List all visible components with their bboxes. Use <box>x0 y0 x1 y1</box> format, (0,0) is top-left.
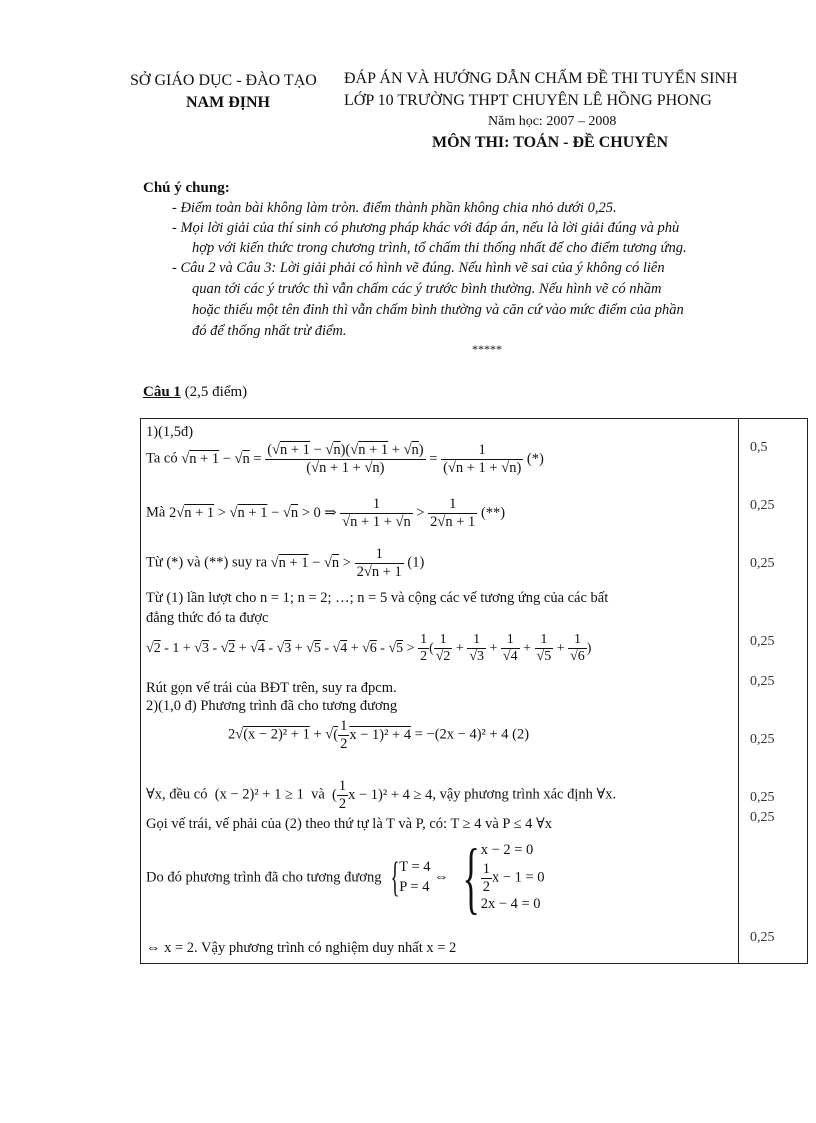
part1-header: 1)(1,5đ) <box>146 424 194 440</box>
line1-expression: √n + 1 − √n = $\frac{(√n + 1 - √n)(√n + 1 + √n)}{(√n + 1 + √n)}$ = $\frac{1}{(√n + 1 + √n)}$ (*) <box>181 442 544 476</box>
score-2: 0,25 <box>750 498 775 513</box>
line8-forall: ∀x, đều có <box>146 786 208 803</box>
line2-expression: 2√n + 1 > √n + 1 − √n > 0 ⇒ $\frac{1}{√n + 1 + √n}$ > $\frac{1}{2√n + 1}$ (**) <box>168 496 506 530</box>
doc-title-line1: ĐÁP ÁN VÀ HƯỚNG DẪN CHẤM ĐỀ THI TUYỂN SINH <box>344 70 738 87</box>
score-4: 0,25 <box>750 634 775 649</box>
question-label <box>143 384 247 401</box>
line1-prefix: Ta có <box>146 450 178 467</box>
part2-header: 2)(1,0 đ) Phương trình đã cho tương đương <box>146 698 398 714</box>
line3-prefix: Từ (*) và (**) suy ra <box>146 554 267 571</box>
solution-line-6: Rút gọn vế trái của BĐT trên, suy ra đpcm. <box>146 680 397 696</box>
solution-line-4a: Từ (1) lần lượt cho n = 1; n = 2; …; n = 5 và cộng các vế tương ứng của các bất <box>146 590 609 606</box>
question-number: Câu 1 <box>143 384 181 400</box>
line3-expression: √n + 1 − √n > $\frac{1}{2√n + 1}$ <box>270 546 402 580</box>
solution-line-9: Gọi vế trái, vế phải của (2) theo thứ tự là T và P, có: T ≥ 4 và P ≤ 4 ∀x <box>146 816 553 832</box>
note-item-2-cont: hợp với kiến thức trong chương trình, tổ chấm thi thống nhất để cho điểm tương ứng. <box>192 240 687 256</box>
solution-line-2 <box>146 496 505 530</box>
solution-line-10 <box>146 834 545 922</box>
score-1: 0,5 <box>750 440 768 455</box>
score-5: 0,25 <box>750 674 775 689</box>
line8-tail: , vậy phương trình xác định ∀x. <box>432 786 617 803</box>
line8-and: và <box>311 786 325 803</box>
line2-prefix: Mà <box>146 504 166 521</box>
solution-line-4b: đẳng thức đó ta được <box>146 610 269 626</box>
score-column-divider <box>738 418 739 963</box>
question-points: (2,5 điểm) <box>180 384 248 400</box>
note-item-3-cont1: quan tới các ý trước thì vẫn chấm các ý trước bình thường. Nếu hình vẽ có nhầm <box>192 281 662 297</box>
org-name: SỞ GIÁO DỤC - ĐÀO TẠO <box>130 72 317 89</box>
doc-title-line2: LỚP 10 TRƯỜNG THPT CHUYÊN LÊ HỒNG PHONG <box>344 92 712 109</box>
note-item-3: - Câu 2 và Câu 3: Lời giải phải có hình vẽ đúng. Nếu hình vẽ sai của ý không có liên <box>172 260 665 276</box>
line8-expr2: ( $\frac{1}{2}$ x − 1)² + 4 ≥ 4 <box>328 778 433 812</box>
line10-prefix: Do đó phương trình đã cho tương đương <box>146 869 382 886</box>
subject-title: MÔN THI: TOÁN - ĐỀ CHUYÊN <box>432 134 669 151</box>
line8-expr1: (x − 2)² + 1 ≥ 1 <box>211 786 308 803</box>
solution-line-1 <box>146 442 544 476</box>
solution-line-8 <box>146 778 616 812</box>
score-3: 0,25 <box>750 556 775 571</box>
equation-2: 2√(x − 2)² + 1 + √( $\frac{1}{2}$ x − 1)² + 4 = −(2x − 4)² + 4 (2) <box>228 718 530 752</box>
solution-line-3 <box>146 546 424 580</box>
org-region: NAM ĐỊNH <box>186 94 270 111</box>
note-item-3-cont2: hoặc thiếu một tên đỉnh thì vẫn chấm bình thường và căn cứ vào mức điểm của phần <box>192 302 684 318</box>
notes-heading: Chú ý chung: <box>143 180 230 196</box>
score-7: 0,25 <box>750 790 775 805</box>
note-item-1: - Điểm toàn bài không làm tròn. điểm thành phần không chia nhỏ dưới 0,25. <box>172 200 617 216</box>
score-9: 0,25 <box>750 930 775 945</box>
solution-line-11: ⇔ x = 2. Vậy phương trình có nghiệm duy nhất x = 2 <box>146 940 457 956</box>
separator-stars: ***** <box>472 342 502 356</box>
score-8: 0,25 <box>750 810 775 825</box>
solution-line-5: √2 - 1 + √3 - √2 + √4 - √3 + √5 - √4 + √6 - √5 > $\frac{1}{2}$ ( $\frac{1}{√2}$ + $\frac{1}{√3}$ + $\frac{1}{√4}$ + $\frac{1}{√5}$ + $\frac{1}{√6}$ ) <box>146 632 592 665</box>
note-item-2: - Mọi lời giải của thí sinh có phương pháp khác với đáp án, nếu là lời giải đúng và phù <box>172 220 680 236</box>
school-year: Năm học: 2007 – 2008 <box>488 114 617 129</box>
note-item-3-cont3: đó để thống nhất trừ điểm. <box>192 323 347 339</box>
line3-suffix: (1) <box>407 554 425 571</box>
line10-system: { T = 4 P = 4 ⇔ { x − 2 = 0 $\frac{1}{2}$ x − 1 = 0 2x − 4 = 0 <box>390 834 545 922</box>
score-6: 0,25 <box>750 732 775 747</box>
